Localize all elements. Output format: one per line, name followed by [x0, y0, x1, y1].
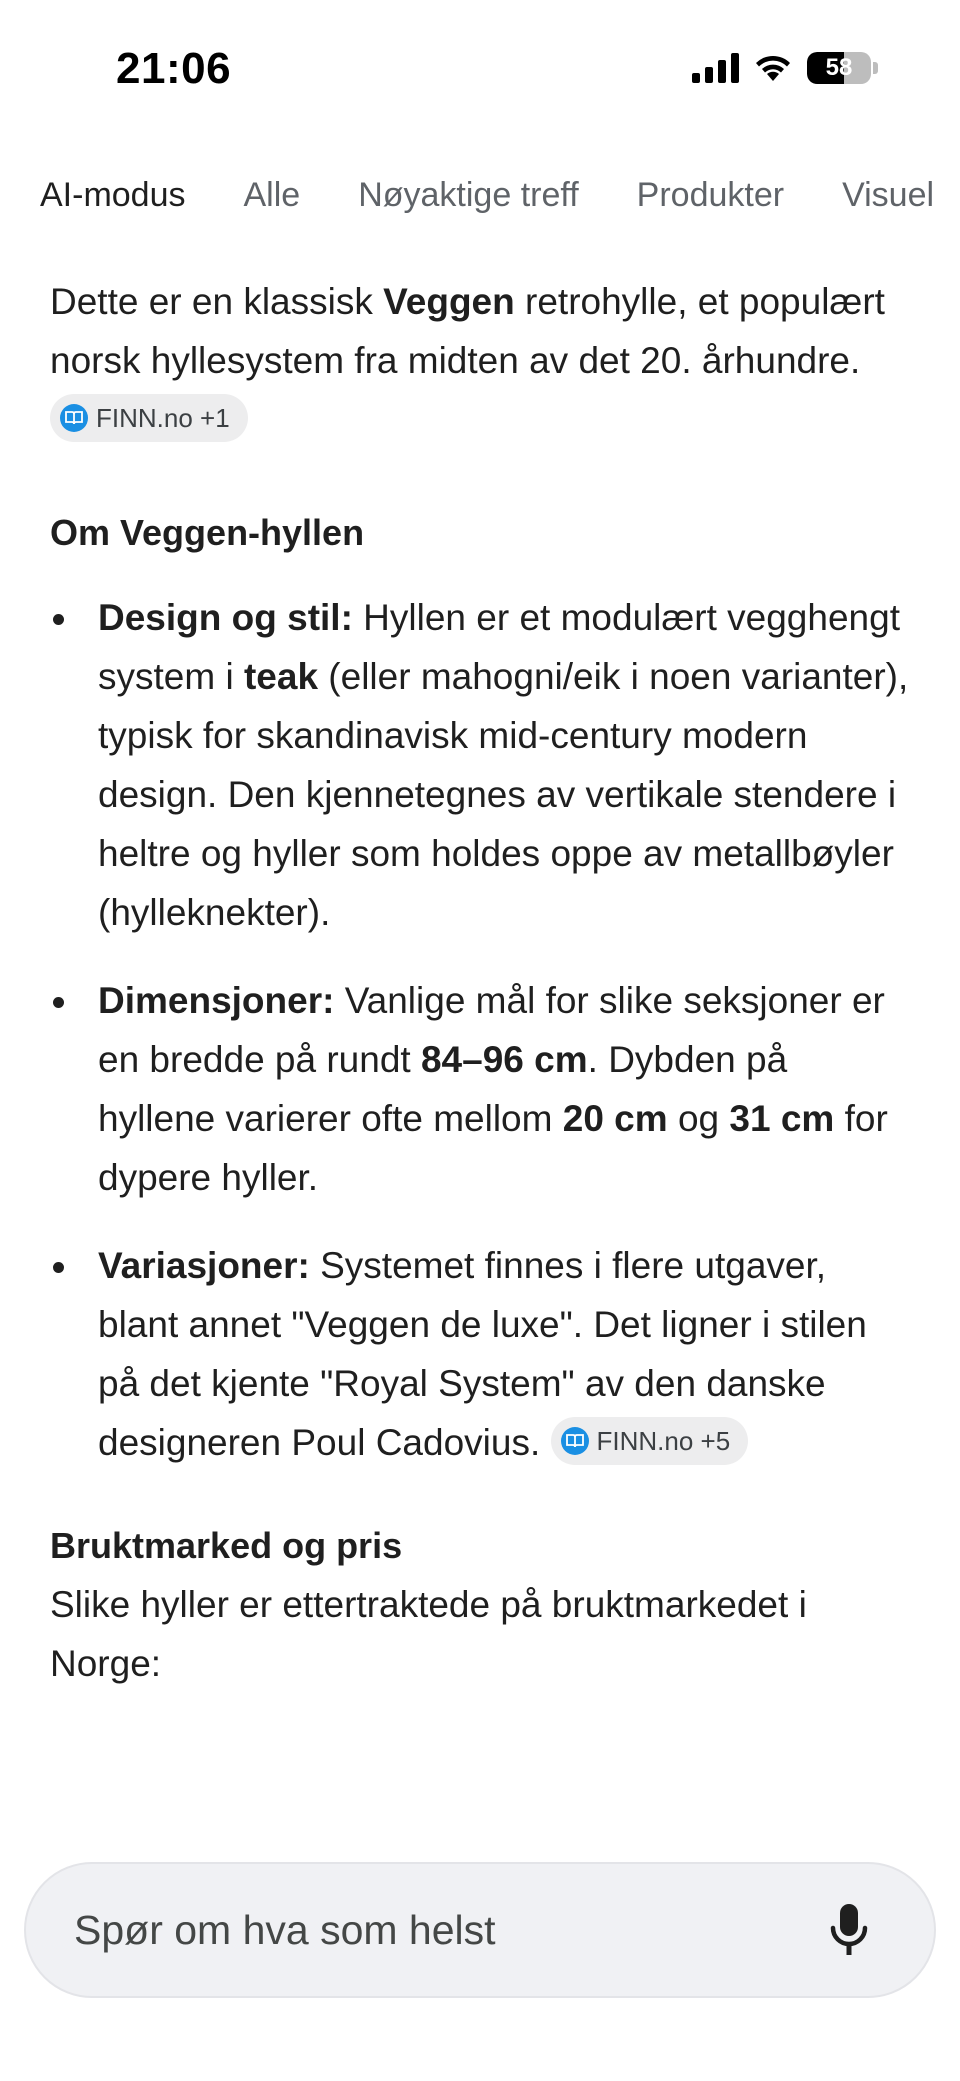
tab-alle[interactable]: Alle [243, 176, 301, 214]
search-tabs [40, 176, 960, 215]
intro-text-2: retrohylle, et populært norsk hyllesystem fra midten av det 20. århundre. [50, 281, 885, 381]
tab-produkter[interactable]: Produkter [636, 176, 785, 214]
status-icons [692, 52, 878, 84]
bruktmarked-paragraph: Slike hyller er ettertraktede på bruktmarkedet i Norge: [50, 1584, 807, 1684]
signal-icon [692, 53, 739, 83]
intro-paragraph [50, 272, 910, 449]
bullet-text: for dypere hyller. [98, 1098, 888, 1198]
status-bar [0, 0, 960, 140]
bullet-bold: 20 cm [562, 1098, 668, 1139]
bullet-text: (eller mahogni/eik i noen varianter), typisk for skandinavisk mid-century modern design. Den kjennetegnes av vertikale stendere i heltre og hyller som holdes oppe av metallbøyler (hylleknekter). [98, 656, 909, 933]
ask-input[interactable] [24, 1862, 936, 1998]
bullet-bold: teak [243, 656, 319, 697]
source-chip-label: FINN.no +5 [596, 1426, 731, 1457]
ai-answer [50, 272, 910, 1693]
bullet-dot [53, 1262, 64, 1273]
tab-ai-modus[interactable]: AI-modus [40, 176, 186, 214]
list-item [50, 1236, 910, 1472]
status-time: 21:06 [116, 44, 232, 93]
battery-icon [807, 52, 878, 84]
bullet-bold: 84–96 cm [420, 1039, 588, 1080]
bullet-text: og [667, 1098, 730, 1139]
bullet-bold: 31 cm [729, 1098, 835, 1139]
bullet-dot [53, 614, 64, 625]
source-chip-finn-1[interactable] [50, 394, 248, 442]
bullet-text: Hyllen er et modulært vegghengt system i [98, 597, 900, 697]
tab-noyaktige-treff[interactable]: Nøyaktige treff [358, 176, 579, 214]
bullet-text: . Dybden på hyllene varierer ofte mellom [98, 1039, 788, 1139]
bullet-text: Systemet finnes i flere utgaver, blant annet "Veggen de luxe". Det ligner i stilen på det kjente "Royal System" av den danske designeren Poul Cadovius. [98, 1245, 867, 1463]
section-heading-bruktmarked: Bruktmarked og pris [50, 1525, 403, 1566]
source-chip-finn-5[interactable] [551, 1417, 749, 1465]
source-icon [561, 1427, 589, 1455]
mic-icon[interactable] [824, 1900, 874, 1960]
bullet-list [50, 588, 910, 1472]
wifi-icon [753, 53, 793, 83]
bullet-dot [53, 997, 64, 1008]
bullet-lead: Variasjoner: [98, 1245, 310, 1286]
intro-text-1: Dette er en klassisk [50, 281, 384, 322]
section-heading-om-veggen: Om Veggen-hyllen [50, 512, 365, 553]
bullet-text: Vanlige mål for slike seksjoner er en bredde på rundt [98, 980, 885, 1080]
ask-placeholder: Spør om hva som helst [74, 1906, 496, 1953]
list-item [50, 971, 910, 1207]
source-chip-label: FINN.no +1 [96, 403, 230, 434]
bullet-lead: Design og stil: [98, 597, 353, 638]
source-icon [60, 404, 88, 432]
battery-percentage: 58 [825, 54, 853, 81]
tab-visuel[interactable]: Visuel [842, 176, 935, 214]
bullet-lead: Dimensjoner: [98, 980, 335, 1021]
list-item [50, 588, 910, 942]
intro-bold-veggen: Veggen [383, 281, 515, 322]
